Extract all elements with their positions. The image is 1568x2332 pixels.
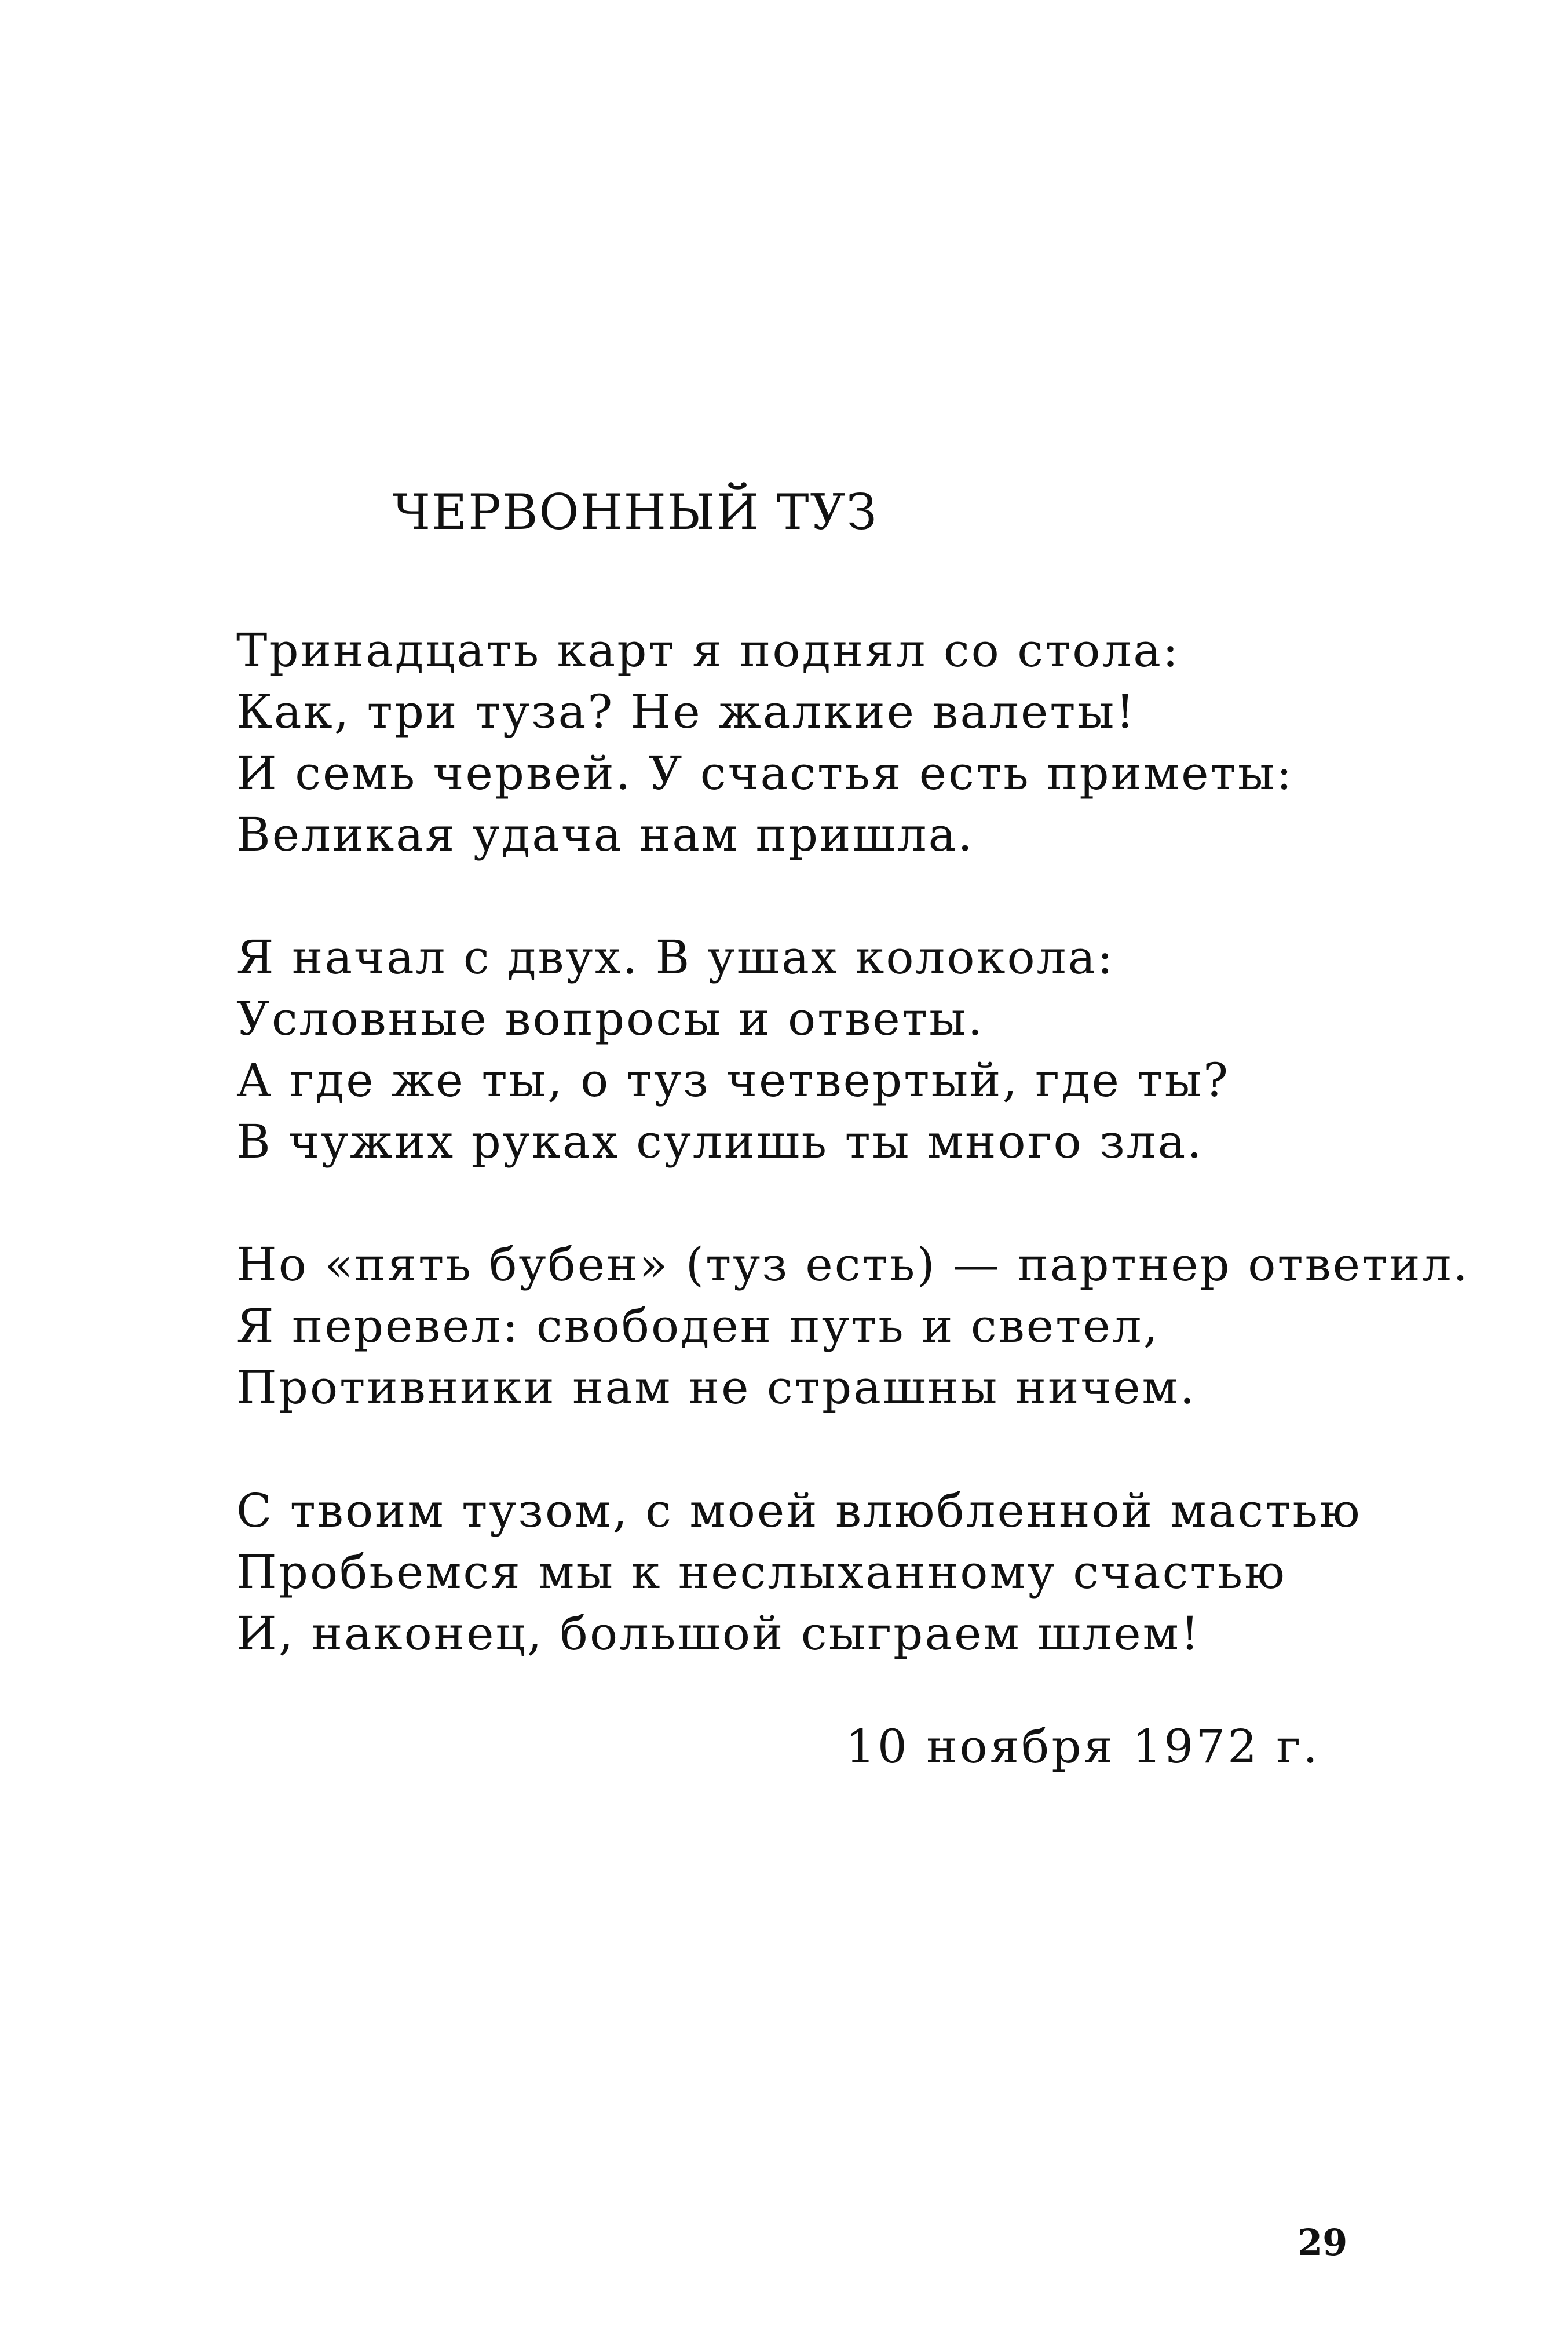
poem-line: Великая удача нам пришла.	[236, 808, 974, 862]
poem-title: ЧЕРВОННЫЙ ТУЗ	[393, 484, 878, 541]
poem-line: В чужих руках сулишь ты много зла.	[236, 1115, 1204, 1169]
poem-date: 10 ноября 1972 г.	[846, 1720, 1320, 1773]
poem-line: И семь червей. У счастья есть приметы:	[236, 746, 1294, 800]
stanza-1	[236, 620, 1293, 866]
poem-line: И, наконец, большой сыграем шлем!	[236, 1607, 1201, 1660]
stanza-4	[236, 1480, 1362, 1665]
poem-line: А где же ты, о туз четвертый, где ты?	[236, 1053, 1230, 1107]
poem-line: Противники нам не страшны ничем.	[236, 1360, 1197, 1414]
poem-line: Я перевел: свободен путь и светел,	[236, 1299, 1160, 1353]
poem-line: Но «пять бубен» (туз есть) — партнер ответил.	[236, 1238, 1470, 1291]
page-number: 29	[1297, 2221, 1348, 2264]
poem-line: Я начал с двух. В ушах колокола:	[236, 930, 1115, 984]
poem-line: Условные вопросы и ответы.	[236, 992, 985, 1046]
stanza-3	[236, 1234, 1470, 1418]
poem-line: Как, три туза? Не жалкие валеты!	[236, 685, 1136, 739]
poem-line: Тринадцать карт я поднял со стола:	[236, 623, 1180, 677]
poem-line: С твоим тузом, с моей влюбленной мастью	[236, 1484, 1362, 1538]
stanza-2	[236, 927, 1230, 1173]
poem-line: Пробьемся мы к неслыханному счастью	[236, 1545, 1286, 1599]
